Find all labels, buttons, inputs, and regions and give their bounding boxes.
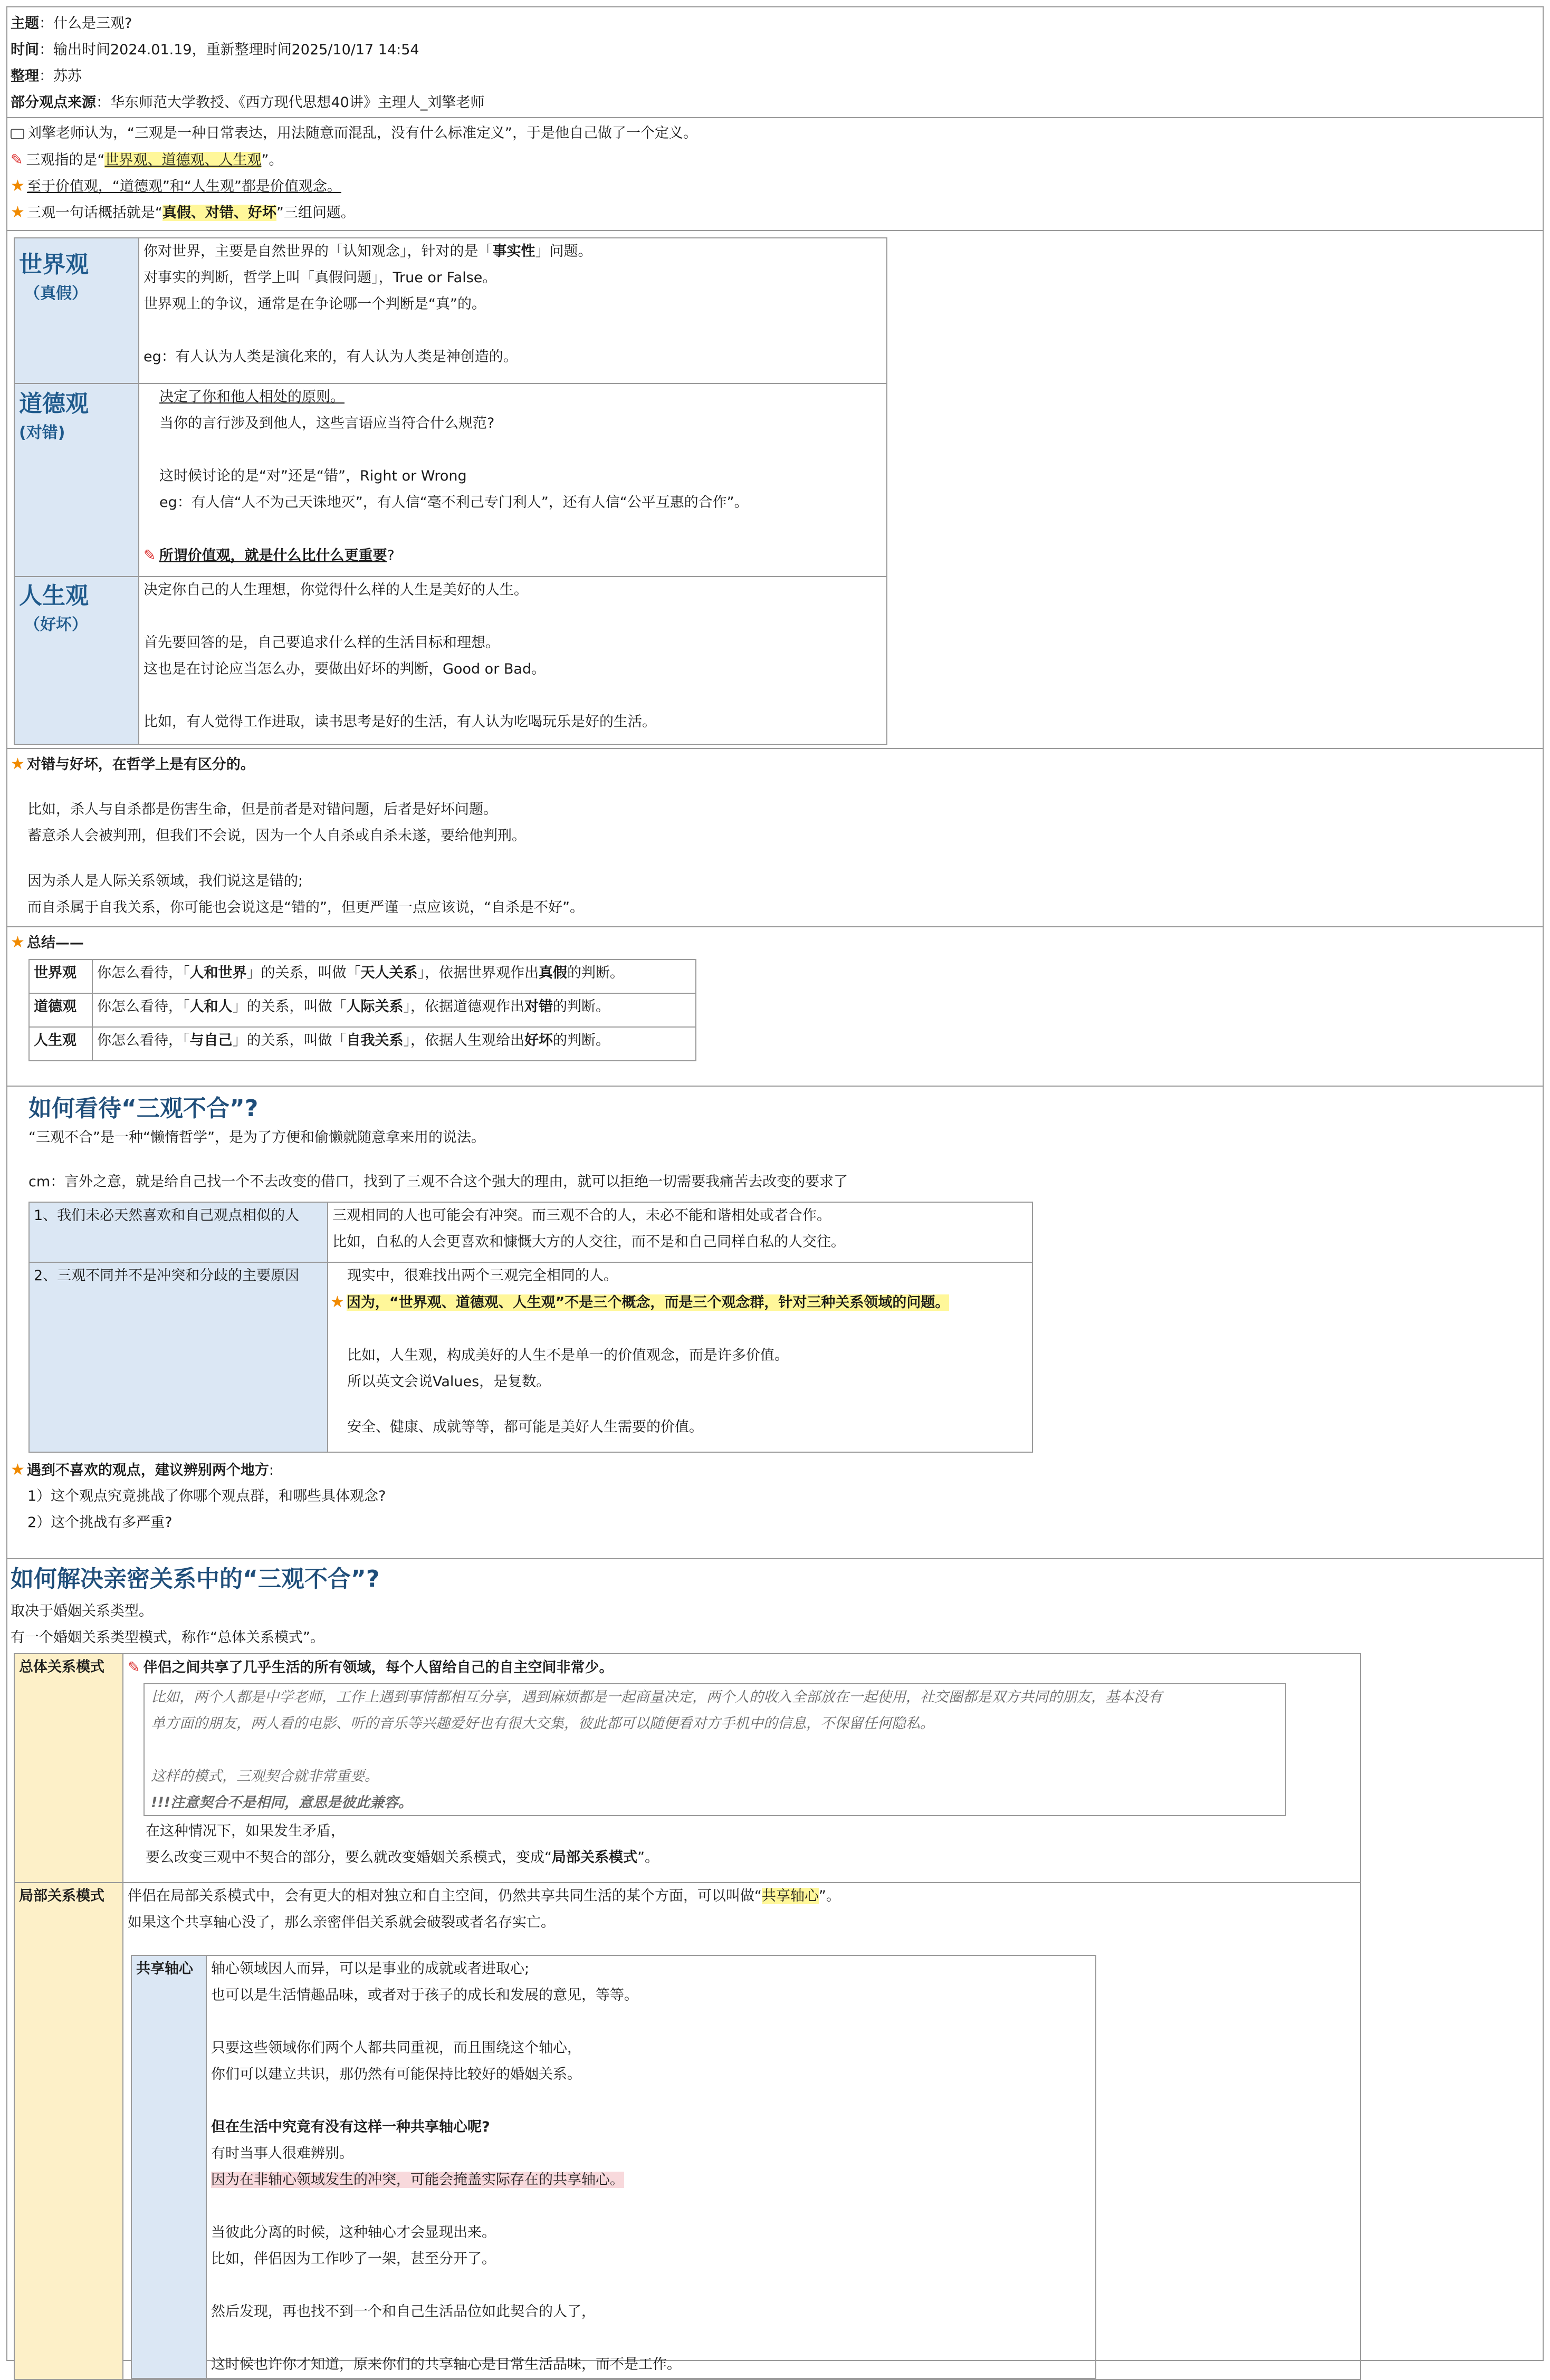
table-row: 2、三观不同并不是冲突和分歧的主要原因 现实中，很难找出两个三观完全相同的人。 ★ 因为，“世界观、道德观、人生观”不是三个概念，而是三个观念群，针对三种关系领域的问题。 比如，人生观，构成美好的人生不是单一的价值观念，而是许多价值。 所以英文会说Values，是复数。 安全、健康、成就等等，都可能是美好人生需要的价值。	[29, 1262, 1032, 1452]
table-row: 局部关系模式 伴侣在局部关系模式中，会有更大的相对独立和自主空间，仍然共享共同生活的某个方面，可以叫做“共享轴心”。 如果这个共享轴心没了，那么亲密伴侣关系就会破裂或者名存实亡。 共享轴心 轴心领域因人而异，可以是事业的成就或者进取心; 也可以是生活情趣品味，或者对于孩子的成长和发展的意见，等等。 只要这些领域你们两个人都共同重视，而且围绕这个轴心， 你们可以建立共识，那仍然有可能保持比较好的婚姻关系。 但在生活中究竟有没有这样一种共享轴心呢? 有时当事人很难辨别。 因为在非轴心领域发生的冲突，可能会掩盖实际存在的共享轴心。 当彼此分离的时候，这种轴心才会显现出来。 比如，伴侣因为工作吵了一架，甚至分开了。 然后发现，再也找不到一个和自己生活品位如此契合的人了， 这时候也许你才知道，原来你们的共享轴心是日常生活品味，而不是工作。	[14, 1883, 1361, 2379]
table-row: 世界观 （真假） 你对世界，主要是自然世界的「认知观念」，针对的是「事实性」问题。 对事实的判断，哲学上叫「真假问题」，True or False。 世界观上的争议，通常是在争论哪一个判断是“真”的。 eg：有人认为人类是演化来的，有人认为人类是神创造的。	[14, 238, 887, 383]
editor-value: ：苏苏	[39, 68, 82, 84]
topic-value: ：什么是三观?	[39, 15, 132, 32]
life-view-title: 人生观	[19, 582, 89, 609]
moral-view-title: 道德观	[19, 390, 89, 417]
table-row: 世界观 你怎么看待，「人和世界」的关系，叫做「天人关系」，依据世界观作出真假的判断。	[29, 959, 696, 993]
example-quote: 比如，两个人都是中学老师，工作上遇到事情都相互分享，遇到麻烦都是一起商量决定，两个人的收入全部放在一起使用，社交圈都是双方共同的朋友，基本没有 单方面的朋友，两人看的电影、听的音乐等兴趣爱好也有很大交集，彼此都可以随便看对方手机中的信息，不保留任何隐私。 这样的模式，三观契合就非常重要。 !!!注意契合不是相同，意思是彼此兼容。	[143, 1683, 1286, 1816]
pen-icon: ✎	[11, 151, 23, 168]
editor-label: 整理	[11, 68, 39, 84]
world-view-sub: （真假）	[24, 284, 88, 303]
note-page	[6, 6, 1544, 2373]
mismatch-section: 如何看待“三观不合”? “三观不合”是一种“懒惰哲学”，是为了方便和偷懒就随意拿来用的说法。 cm：言外之意，就是给自己找一个不去改变的借口，找到了三观不合这个强大的理由，就可以拒绝一切需要我痛苦去改变的要求了 1、我们未必天然喜欢和自己观点相似的人 三观相同的人也可能会有冲突。而三观不合的人，未必不能和谐相处或者合作。 比如，自私的人会更喜欢和慷慨大方的人交往，而不是和自己同样自私的人交往。 2、三观不同并不是冲突和分歧的主要原因 现实中，很难找出两个三观完全相同的人。 ★ 因为，“世界观、道德观、人生观”不是三个概念，而是三个观念群，针对三种关系领域的问题。 比如，人生观，构成美好的人生不是单一的价值观念，而是许多价值。 所以英文会说Values，是复数。 安全、健康、成就等等，都可能是美好人生需要的价值。 ★ 遇到不喜欢的观点，建议辨别两个地方: 1）这个观点究竟挑战了你哪个观点群，和哪些具体观念? 2）这个挑战有多严重?	[7, 1086, 1543, 1558]
pen-icon: ✎	[143, 546, 156, 564]
partial-mode-label: 局部关系模式	[19, 1888, 104, 1904]
star-icon: ★	[11, 177, 25, 195]
table-row: 1、我们未必天然喜欢和自己观点相似的人 三观相同的人也可能会有冲突。而三观不合的人，未必不能和谐相处或者合作。 比如，自私的人会更喜欢和慷慨大方的人交往，而不是和自己同样自私的人交往。	[29, 1202, 1032, 1262]
section-heading: 如何解决亲密关系中的“三观不合”?	[11, 1566, 380, 1592]
moral-view-sub: (对错)	[19, 424, 65, 442]
summary-table	[28, 959, 696, 1061]
star-icon: ★	[11, 933, 25, 952]
views-section	[7, 230, 1543, 748]
total-mode-label: 总体关系模式	[19, 1659, 104, 1675]
relationship-mode-table	[14, 1653, 1361, 2380]
distinction-section: ★ 对错与好坏，在哲学上是有区分的。 比如，杀人与自杀都是伤害生命，但是前者是对错问题，后者是好坏问题。 蓄意杀人会被判刑，但我们不会说，因为一个人自杀或自杀未遂，要给他判刑。 因为杀人是人际关系领域，我们说这是错的; 而自杀属于自我关系，你可能也会说这是“错的”，但更严谨一点应该说，“自杀是不好”。	[7, 748, 1543, 926]
table-row: 人生观 你怎么看待，「与自己」的关系，叫做「自我关系」，依据人生观给出好坏的判断。	[29, 1027, 696, 1061]
world-view-title: 世界观	[19, 251, 89, 278]
shared-axis-label: 共享轴心	[136, 1961, 193, 1977]
meta-section	[7, 7, 1543, 117]
mismatch-table	[28, 1202, 1033, 1453]
star-icon: ★	[330, 1293, 345, 1311]
table-row: 共享轴心 轴心领域因人而异，可以是事业的成就或者进取心; 也可以是生活情趣品味，或者对于孩子的成长和发展的意见，等等。 只要这些领域你们两个人都共同重视，而且围绕这个轴心， 你们可以建立共识，那仍然有可能保持比较好的婚姻关系。 但在生活中究竟有没有这样一种共享轴心呢? 有时当事人很难辨别。 因为在非轴心领域发生的冲突，可能会掩盖实际存在的共享轴心。 当彼此分离的时候，这种轴心才会显现出来。 比如，伴侣因为工作吵了一架，甚至分开了。 然后发现，再也找不到一个和自己生活品位如此契合的人了， 这时候也许你才知道，原来你们的共享轴心是日常生活品味，而不是工作。	[131, 1955, 1096, 2378]
star-icon: ★	[11, 755, 25, 773]
time-value: ：输出时间2024.01.19，重新整理时间2025/10/17 14:54	[39, 42, 419, 58]
table-row: 总体关系模式 ✎ 伴侣之间共享了几乎生活的所有领域，每个人留给自己的自主空间非常少。 比如，两个人都是中学老师，工作上遇到事情都相互分享，遇到麻烦都是一起商量决定，两个人的收入全部放在一起使用，社交圈都是双方共同的朋友，基本没有 单方面的朋友，两人看的电影、听的音乐等兴趣爱好也有很大交集，彼此都可以随便看对方手机中的信息，不保留任何隐私。 这样的模式，三观契合就非常重要。 !!!注意契合不是相同，意思是彼此兼容。 在这种情况下，如果发生矛盾， 要么改变三观中不契合的部分，要么就改变婚姻关系模式，变成“局部关系模式”。	[14, 1654, 1361, 1883]
table-row: 人生观 （好坏） 决定你自己的人生理想，你觉得什么样的人生是美好的人生。 首先要回答的是，自己要追求什么样的生活目标和理想。 这也是在讨论应当怎么办，要做出好坏的判断，Good or Bad。 比如，有人觉得工作进取，读书思考是好的生活，有人认为吃喝玩乐是好的生活。	[14, 577, 887, 744]
star-icon: ★	[11, 203, 25, 222]
life-view-sub: （好坏）	[24, 616, 88, 634]
source-label: 部分观点来源	[11, 94, 96, 111]
source-value: ：华东师范大学教授、《西方现代思想40讲》主理人_刘擎老师	[96, 94, 485, 111]
summary-section: ★ 总结—— 世界观 你怎么看待，「人和世界」的关系，叫做「天人关系」，依据世界观作出真假的判断。 道德观 你怎么看待，「人和人」的关系，叫做「人际关系」，依据道德观作出对错的判断。 人生观 你怎么看待，「与自己」的关系，叫做「自我关系」，依据人生观给出好坏的判断。	[7, 926, 1543, 1086]
intimate-section: 如何解决亲密关系中的“三观不合”? 取决于婚姻关系类型。 有一个婚姻关系类型模式，称作“总体关系模式”。 总体关系模式 ✎ 伴侣之间共享了几乎生活的所有领域，每个人留给自己的自主空间非常少。 比如，两个人都是中学老师，工作上遇到事情都相互分享，遇到麻烦都是一起商量决定，两个人的收入全部放在一起使用，社交圈都是双方共同的朋友，基本没有 单方面的朋友，两人看的电影、听的音乐等兴趣爱好也有很大交集，彼此都可以随便看对方手机中的信息，不保留任何隐私。 这样的模式，三观契合就非常重要。 !!!注意契合不是相同，意思是彼此兼容。 在这种情况下，如果发生矛盾， 要么改变三观中不契合的部分，要么就改变婚姻关系模式，变成“局部关系模式”。 局部关系模式 伴侣在局部关系模式中，会有更大的相对独立和自主空间，仍然共享共同生活的某个方面，可以叫做“共享轴心”。 如果这个共享轴心没了，那么亲密伴侣关系就会破裂或者名存实亡。 共享轴心 轴心领域因人而异，可以是事业的成就或者进取心; 也可以是生活情趣品味，或者对于孩子的成长和发展的意见，等等。 只要这些领域你们两个人都共同重视，而且围绕这个轴心， 你们可以建立共识，那仍然有可能保持比较好的婚姻关系。 但在生活中究竟有没有这样一种共享轴心呢? 有时当事人很难辨别。 因为在非轴心领域发生的冲突，可能会掩盖实际存在的共享轴心。 当彼此分离的时候，这种轴心才会显现出来。 比如，伴侣因为工作吵了一架，甚至分开了。 然后发现，再也找不到一个和自己生活品位如此契合的人了， 这时候也许你才知道，原来你们的共享轴心是日常生活品味，而不是工作。	[7, 1558, 1543, 2361]
intro-section: 刘擎老师认为，“三观是一种日常表达，用法随意而混乱，没有什么标准定义”，于是他自己做了一个定义。 ✎ 三观指的是“世界观、道德观、人生观”。 ★ 至于价值观，“道德观”和“人生观”都是价值观念。 ★ 三观一句话概括就是“真假、对错、好坏”三组问题。	[7, 117, 1543, 230]
table-row: 道德观 (对错) 决定了你和他人相处的原则。 当你的言行涉及到他人，这些言语应当符合什么规范? 这时候讨论的是“对”还是“错”，Right or Wrong eg：有人信“人不为己天诛地灭”，有人信“毫不利己专门利人”，还有人信“公平互惠的合作”。 ✎ 所谓价值观，就是什么比什么更重要?	[14, 383, 887, 577]
section-heading: 如何看待“三观不合”?	[28, 1095, 259, 1122]
table-row: 道德观 你怎么看待，「人和人」的关系，叫做「人际关系」，依据道德观作出对错的判断。	[29, 993, 696, 1027]
star-icon: ★	[11, 1461, 25, 1479]
time-label: 时间	[11, 42, 39, 58]
comment-icon	[11, 129, 24, 139]
topic-label: 主题	[11, 15, 39, 32]
pen-icon: ✎	[128, 1658, 140, 1676]
views-table	[14, 237, 887, 745]
shared-axis-table	[131, 1955, 1096, 2379]
